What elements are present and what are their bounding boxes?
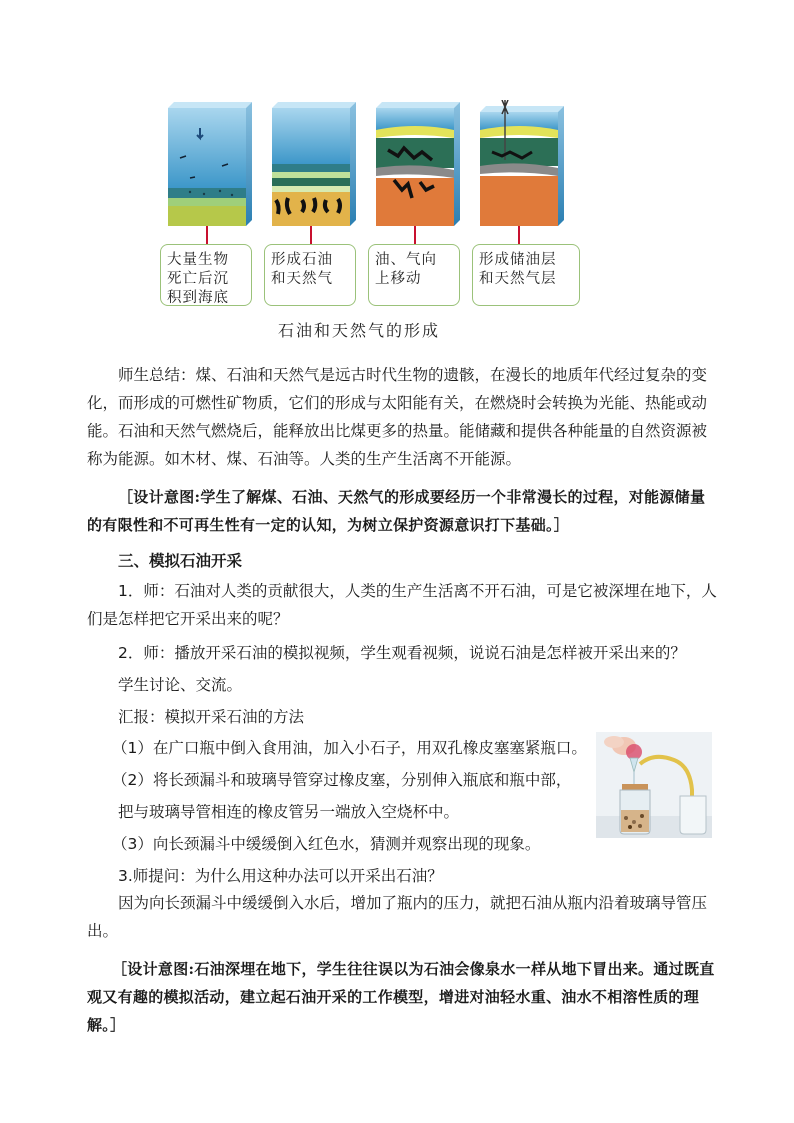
design-intent-2: ［设计意图:石油深埋在地下，学生往往误以为石油会像泉水一样从地下冒出来。通过既直观又有趣的模拟活动，建立起石油开采的工作模型，增进对油轻水重、油水不相溶性质的理解。］ (87, 960, 715, 1034)
formation-diagram (160, 100, 600, 250)
oil-gas-formation-figure (160, 100, 600, 340)
label-line: 油、气向 (375, 252, 437, 268)
label-line: 积到海底 (167, 290, 229, 306)
oil-extraction-experiment-photo (596, 732, 712, 838)
label-line: 和天然气层 (479, 271, 557, 287)
label-line: 上移动 (375, 271, 422, 287)
figure-caption: 石油和天然气的形成 (278, 321, 441, 340)
method-3: （3）向长颈漏斗中缓缓倒入红色水，猜测并观察出现的现象。 (112, 835, 541, 853)
label-line: 和天然气 (271, 271, 333, 287)
formation-panel-2 (272, 102, 356, 244)
section-3-title: 三、模拟石油开采 (118, 552, 243, 570)
label-line: 形成石油 (271, 252, 333, 268)
report-text: 汇报：模拟开采石油的方法 (118, 708, 305, 726)
label-line: 形成储油层 (479, 252, 557, 268)
label-line: 大量生物 (167, 252, 229, 268)
design-intent-1: ［设计意图:学生了解煤、石油、天然气的形成要经历一个非常漫长的过程，对能源储量的有限性和不可再生性有一定的认知，为树立保护资源意识打下基础。］ (87, 488, 706, 534)
formation-panel-3 (376, 102, 460, 244)
formation-label-2 (264, 244, 356, 306)
summary-paragraph: 师生总结：煤、石油和天然气是远古时代生物的遗骸，在漫长的地质年代经过复杂的变化，而形成的可燃性矿物质，它们的形成与太阳能有关，在燃烧时会转换为光能、热能或动能。石油和天然气燃烧后，能释放出比煤更多的热量。能储藏和提供各种能量的自然资源被称为能源。如木材、煤、石油等。人类的生产生活离不开能源。 (87, 366, 708, 468)
answer-paragraph: 因为向长颈漏斗中缓缓倒入水后，增加了瓶内的压力，就把石油从瓶内沿着玻璃导管压出。 (87, 894, 708, 940)
method-1: （1）在广口瓶中倒入食用油，加入小石子，用双孔橡皮塞塞紧瓶口。 (112, 739, 587, 757)
discuss-text: 学生讨论、交流。 (118, 676, 243, 694)
formation-panel-4 (480, 100, 564, 244)
step-2: 2．师：播放开采石油的模拟视频，学生观看视频，说说石油是怎样被开采出来的？ (118, 644, 686, 662)
method-2a: （2）将长颈漏斗和玻璃导管穿过橡皮塞，分别伸入瓶底和瓶中部， (112, 771, 572, 789)
formation-label-3 (368, 244, 460, 306)
formation-label-4 (472, 244, 580, 306)
formation-label-1 (160, 244, 252, 306)
formation-panel-1 (168, 102, 252, 244)
method-2b: 把与玻璃导管相连的橡皮管另一端放入空烧杯中。 (118, 803, 460, 821)
label-line: 死亡后沉 (167, 271, 229, 287)
step-3: 3.师提问：为什么用这种办法可以开采出石油？ (118, 867, 443, 885)
step-1: 1．师：石油对人类的贡献很大，人类的生产生活离不开石油，可是它被深埋在地下，人们是怎样把它开采出来的呢？ (87, 582, 717, 628)
